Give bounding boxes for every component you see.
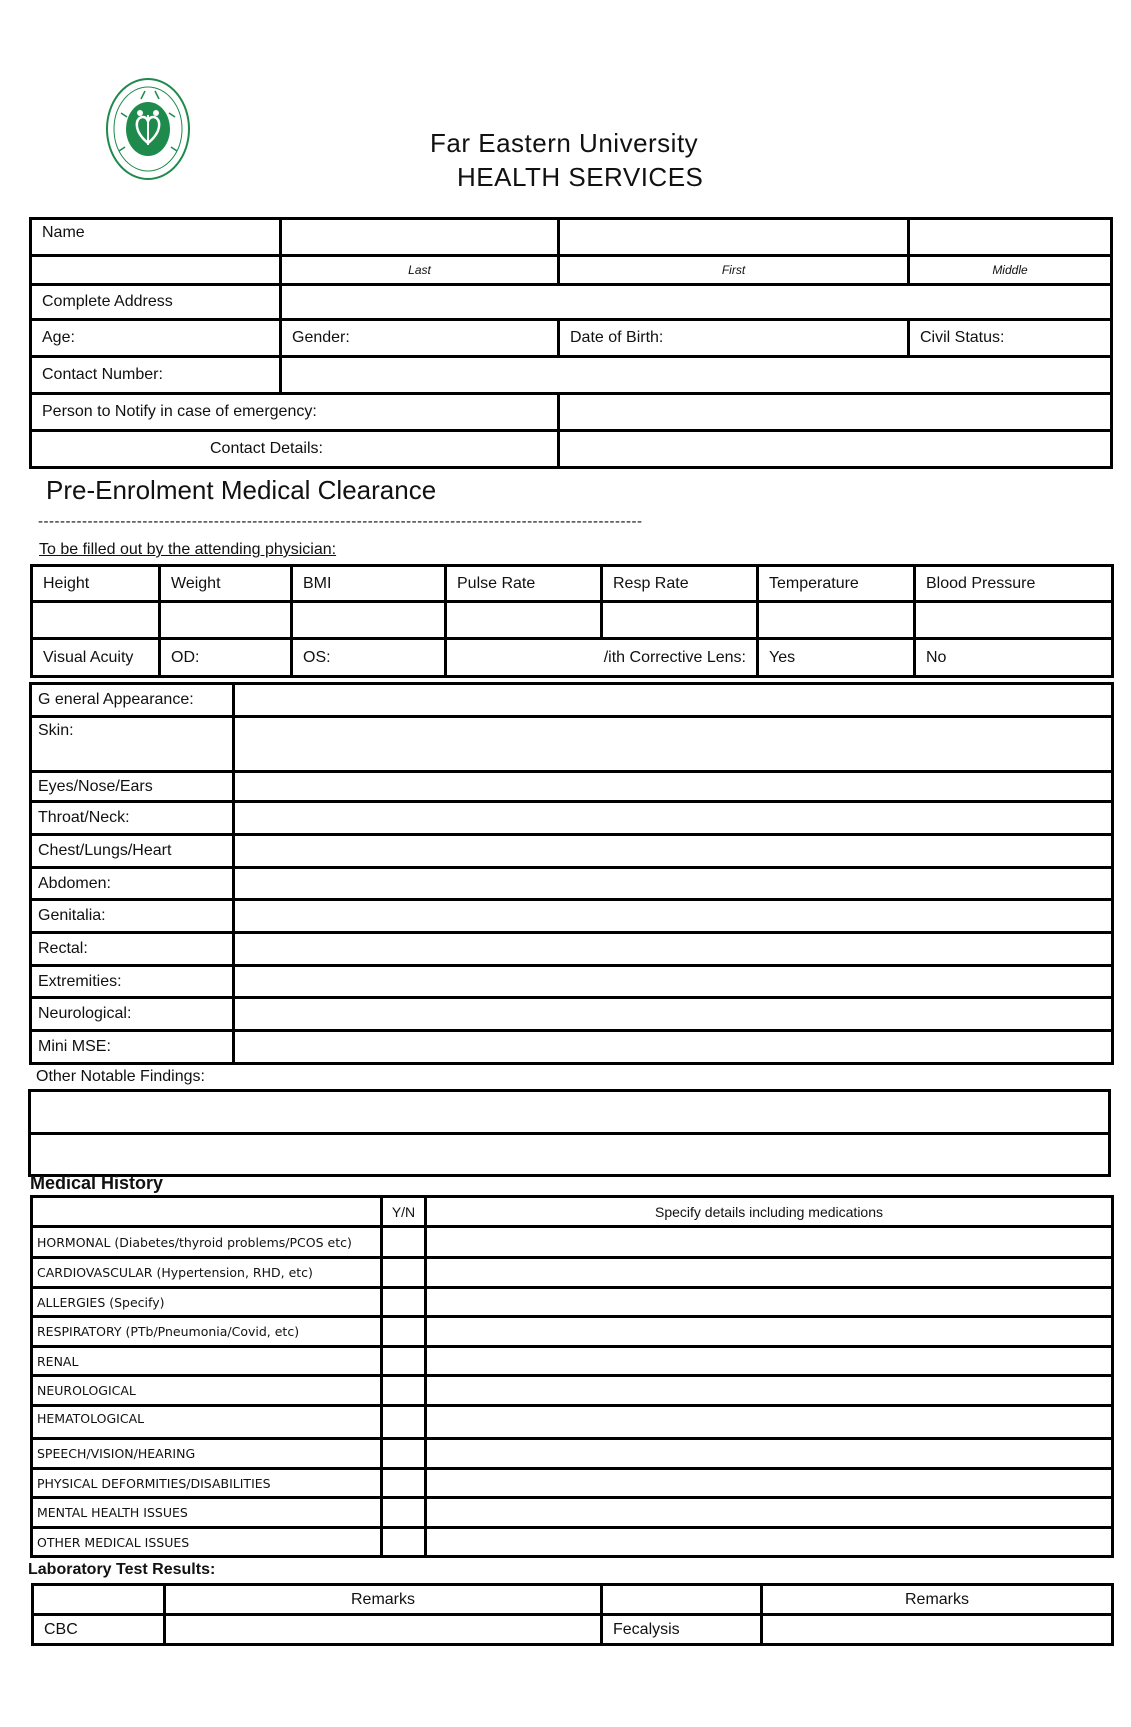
- weight-header: Weight: [160, 566, 292, 602]
- other-findings-table: [28, 1089, 1111, 1177]
- history-yn-field[interactable]: [382, 1258, 426, 1288]
- history-yn-field[interactable]: [382, 1469, 426, 1498]
- history-condition: RESPIRATORY (PTb/Pneumonia/Covid, etc): [32, 1317, 382, 1347]
- exam-row-field[interactable]: [234, 1031, 1113, 1064]
- other-findings-field[interactable]: [30, 1091, 1110, 1134]
- history-condition: RENAL: [32, 1347, 382, 1376]
- exam-row-label: Genitalia:: [31, 900, 234, 933]
- history-yn-field[interactable]: [382, 1498, 426, 1528]
- exam-row-field[interactable]: [234, 933, 1113, 966]
- exam-row-label: G eneral Appearance:: [31, 684, 234, 717]
- lab-blank-header: [602, 1585, 762, 1615]
- fecalysis-remarks-field[interactable]: [762, 1615, 1113, 1645]
- pulse-field[interactable]: [446, 602, 602, 639]
- temperature-header: Temperature: [758, 566, 915, 602]
- corrective-lens-label: /ith Corrective Lens:: [446, 639, 758, 677]
- exam-row-label: Extremities:: [31, 966, 234, 998]
- history-details-field[interactable]: [426, 1528, 1113, 1557]
- lab-results-table: [31, 1583, 1114, 1646]
- bmi-field[interactable]: [292, 602, 446, 639]
- university-health-services-seal: [105, 77, 191, 181]
- exam-row-label: Neurological:: [31, 998, 234, 1031]
- history-yn-field[interactable]: [382, 1376, 426, 1406]
- dashed-separator: --------------------------------------------------------------------------------------------------------------: [38, 513, 643, 530]
- exam-row-field[interactable]: [234, 900, 1113, 933]
- history-details-field[interactable]: [426, 1227, 1113, 1258]
- history-condition: HORMONAL (Diabetes/thyroid problems/PCOS etc): [32, 1227, 382, 1258]
- exam-row-field[interactable]: [234, 998, 1113, 1031]
- fecalysis-label: Fecalysis: [602, 1615, 762, 1645]
- history-details-field[interactable]: [426, 1258, 1113, 1288]
- gender-field[interactable]: Gender:: [281, 320, 559, 357]
- history-condition: ALLERGIES (Specify): [32, 1288, 382, 1317]
- remarks-header: Remarks: [165, 1585, 602, 1615]
- name-label: Name: [31, 219, 281, 256]
- exam-row-field[interactable]: [234, 966, 1113, 998]
- history-yn-field[interactable]: [382, 1317, 426, 1347]
- history-yn-field[interactable]: [382, 1406, 426, 1439]
- first-label: First: [559, 256, 909, 285]
- first-name-field[interactable]: [559, 219, 909, 256]
- yn-header: Y/N: [382, 1197, 426, 1227]
- history-details-field[interactable]: [426, 1469, 1113, 1498]
- contact-number-label: Contact Number:: [31, 357, 281, 394]
- exam-row-label: Rectal:: [31, 933, 234, 966]
- history-condition: HEMATOLOGICAL: [32, 1406, 382, 1439]
- history-details-field[interactable]: [426, 1347, 1113, 1376]
- exam-row-label: Skin:: [31, 717, 234, 772]
- exam-row-label: Mini MSE:: [31, 1031, 234, 1064]
- civil-status-field[interactable]: Civil Status:: [909, 320, 1112, 357]
- od-field[interactable]: OD:: [160, 639, 292, 677]
- address-label: Complete Address: [31, 285, 281, 320]
- history-condition: SPEECH/VISION/HEARING: [32, 1439, 382, 1469]
- bp-header: Blood Pressure: [915, 566, 1113, 602]
- history-details-field[interactable]: [426, 1317, 1113, 1347]
- remarks-header: Remarks: [762, 1585, 1113, 1615]
- medical-history-title: Medical History: [30, 1173, 164, 1193]
- address-field[interactable]: [281, 285, 1112, 320]
- history-yn-field[interactable]: [382, 1227, 426, 1258]
- physical-exam-table: [29, 682, 1114, 1065]
- bmi-header: BMI: [292, 566, 446, 602]
- history-yn-field[interactable]: [382, 1288, 426, 1317]
- history-condition: OTHER MEDICAL ISSUES: [32, 1528, 382, 1557]
- exam-row-label: Eyes/Nose/Ears: [31, 772, 234, 802]
- history-yn-field[interactable]: [382, 1439, 426, 1469]
- emergency-contact-field[interactable]: [559, 394, 1112, 431]
- exam-row-label: Chest/Lungs/Heart: [31, 835, 234, 868]
- exam-row-label: Abdomen:: [31, 868, 234, 900]
- physician-note: To be filled out by the attending physician:: [39, 541, 337, 558]
- exam-row-label: Throat/Neck:: [31, 802, 234, 835]
- weight-field[interactable]: [160, 602, 292, 639]
- exam-row-field[interactable]: [234, 684, 1113, 717]
- medical-history-table: [30, 1195, 1114, 1558]
- history-details-field[interactable]: [426, 1406, 1113, 1439]
- name-blank: [31, 256, 281, 285]
- personal-info-table: [29, 217, 1113, 469]
- emergency-contact-label: Person to Notify in case of emergency:: [31, 394, 559, 431]
- history-condition: NEUROLOGICAL: [32, 1376, 382, 1406]
- bp-field[interactable]: [915, 602, 1113, 639]
- cbc-label: CBC: [33, 1615, 165, 1645]
- lens-yes-option[interactable]: Yes: [758, 639, 915, 677]
- last-name-field[interactable]: [281, 219, 559, 256]
- history-details-field[interactable]: [426, 1498, 1113, 1528]
- visual-acuity-label: Visual Acuity: [32, 639, 160, 677]
- details-header: Specify details including medications: [426, 1197, 1113, 1227]
- other-findings-field[interactable]: [30, 1134, 1110, 1176]
- clearance-title: Pre-Enrolment Medical Clearance: [46, 475, 437, 505]
- pulse-header: Pulse Rate: [446, 566, 602, 602]
- contact-details-field[interactable]: [559, 431, 1112, 468]
- contact-details-label: Contact Details:: [31, 431, 559, 468]
- last-label: Last: [281, 256, 559, 285]
- history-yn-field[interactable]: [382, 1347, 426, 1376]
- history-condition: CARDIOVASCULAR (Hypertension, RHD, etc): [32, 1258, 382, 1288]
- vitals-table: [30, 564, 1114, 678]
- history-condition: MENTAL HEALTH ISSUES: [32, 1498, 382, 1528]
- other-findings-label: Other Notable Findings:: [36, 1068, 205, 1085]
- os-field[interactable]: OS:: [292, 639, 446, 677]
- height-field[interactable]: [32, 602, 160, 639]
- resp-header: Resp Rate: [602, 566, 758, 602]
- history-condition: PHYSICAL DEFORMITIES/DISABILITIES: [32, 1469, 382, 1498]
- exam-row-field[interactable]: [234, 868, 1113, 900]
- contact-number-field[interactable]: [281, 357, 1112, 394]
- lab-results-title: Laboratory Test Results:: [28, 1561, 216, 1578]
- history-details-field[interactable]: [426, 1439, 1113, 1469]
- lens-no-option[interactable]: No: [915, 639, 1113, 677]
- age-field[interactable]: Age:: [31, 320, 281, 357]
- org-name: Far Eastern University: [430, 128, 699, 158]
- history-details-field[interactable]: [426, 1288, 1113, 1317]
- lab-blank-header: [33, 1585, 165, 1615]
- history-blank-header: [32, 1197, 382, 1227]
- temperature-field[interactable]: [758, 602, 915, 639]
- dept-name: HEALTH SERVICES: [457, 162, 704, 192]
- exam-row-field[interactable]: [234, 772, 1113, 802]
- history-yn-field[interactable]: [382, 1528, 426, 1557]
- exam-row-field[interactable]: [234, 717, 1113, 772]
- exam-row-field[interactable]: [234, 802, 1113, 835]
- height-header: Height: [32, 566, 160, 602]
- history-details-field[interactable]: [426, 1376, 1113, 1406]
- exam-row-field[interactable]: [234, 835, 1113, 868]
- dob-field[interactable]: Date of Birth:: [559, 320, 909, 357]
- cbc-remarks-field[interactable]: [165, 1615, 602, 1645]
- resp-field[interactable]: [602, 602, 758, 639]
- middle-label: Middle: [909, 256, 1112, 285]
- middle-name-field[interactable]: [909, 219, 1112, 256]
